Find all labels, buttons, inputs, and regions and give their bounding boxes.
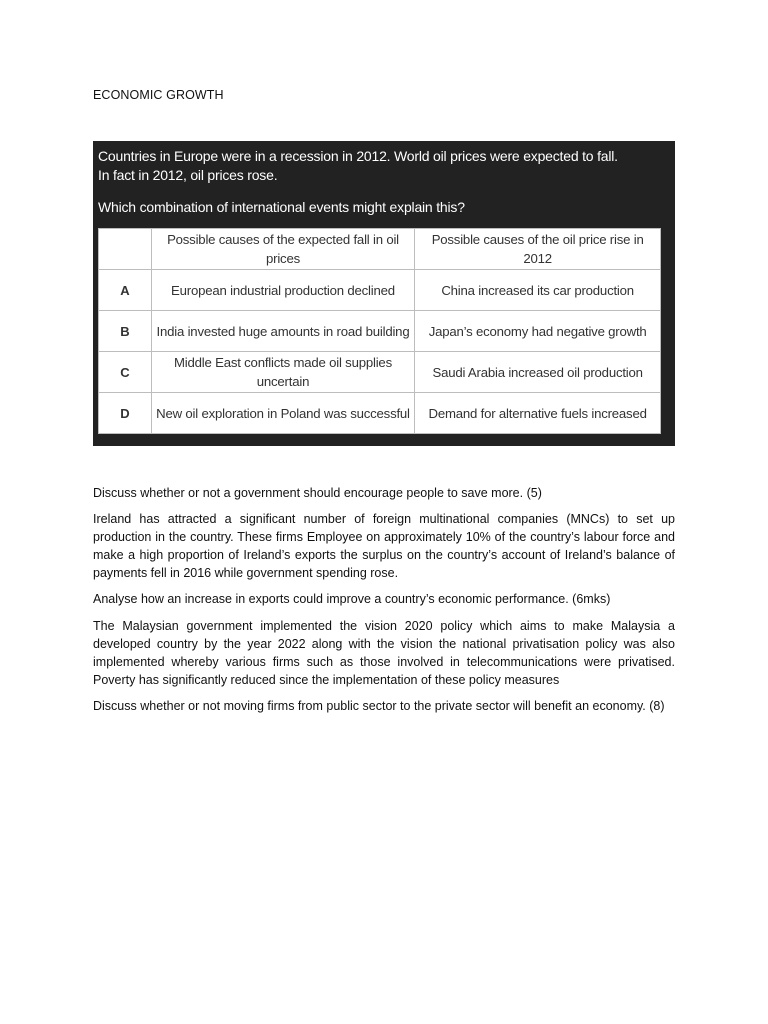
page-heading: ECONOMIC GROWTH [93,88,224,102]
question-privatisation: Discuss whether or not moving firms from public sector to the private sector will benefit an economy. (8) [93,699,665,713]
cause-rise-cell: Demand for alternative fuels increased [415,393,661,434]
cause-rise-cell: China increased its car production [415,270,661,311]
options-table [98,228,661,434]
cause-fall-cell: New oil exploration in Poland was successful [151,393,415,434]
option-letter: B [99,311,152,352]
header-cell-fall: Possible causes of the expected fall in oil prices [151,229,415,270]
option-letter: D [99,393,152,434]
question-line-1: Countries in Europe were in a recession in 2012. World oil prices were expected to fall. [98,148,618,164]
table-row [99,352,661,393]
cause-fall-cell: European industrial production declined [151,270,415,311]
table-header-row [99,229,661,270]
table-row [99,311,661,352]
cause-rise-cell: Japan’s economy had negative growth [415,311,661,352]
ireland-paragraph: Ireland has attracted a significant number of foreign multinational companies (MNCs) to set up production in the country. These firms Employee on approximately 10% of the country’s labour force and make a high proportion of Ireland’s exports the surplus on the country’s account of Ireland’s balance of payments fell in 2016 while government spending rose. [93,512,675,580]
cause-fall-cell: India invested huge amounts in road building [151,311,415,352]
header-cell-empty [99,229,152,270]
option-letter: C [99,352,152,393]
question-save-more: Discuss whether or not a government should encourage people to save more. (5) [93,486,542,500]
header-cell-rise: Possible causes of the oil price rise in 2012 [415,229,661,270]
table-row [99,270,661,311]
question-prompt: Which combination of international events might explain this? [98,199,465,215]
option-letter: A [99,270,152,311]
cause-rise-cell: Saudi Arabia increased oil production [415,352,661,393]
question-image [93,141,675,446]
malaysia-paragraph: The Malaysian government implemented the vision 2020 policy which aims to make Malaysia a developed country by the year 2022 along with the vision the national privatisation policy was also implemented whereby various firms such as those involved in telecommunications were privatised. Poverty has significantly reduced since the implementation of these policy measures [93,619,675,687]
question-line-2: In fact in 2012, oil prices rose. [98,167,278,183]
cause-fall-cell: Middle East conflicts made oil supplies uncertain [151,352,415,393]
table-row [99,393,661,434]
question-exports: Analyse how an increase in exports could improve a country’s economic performance. (6mks) [93,592,611,606]
